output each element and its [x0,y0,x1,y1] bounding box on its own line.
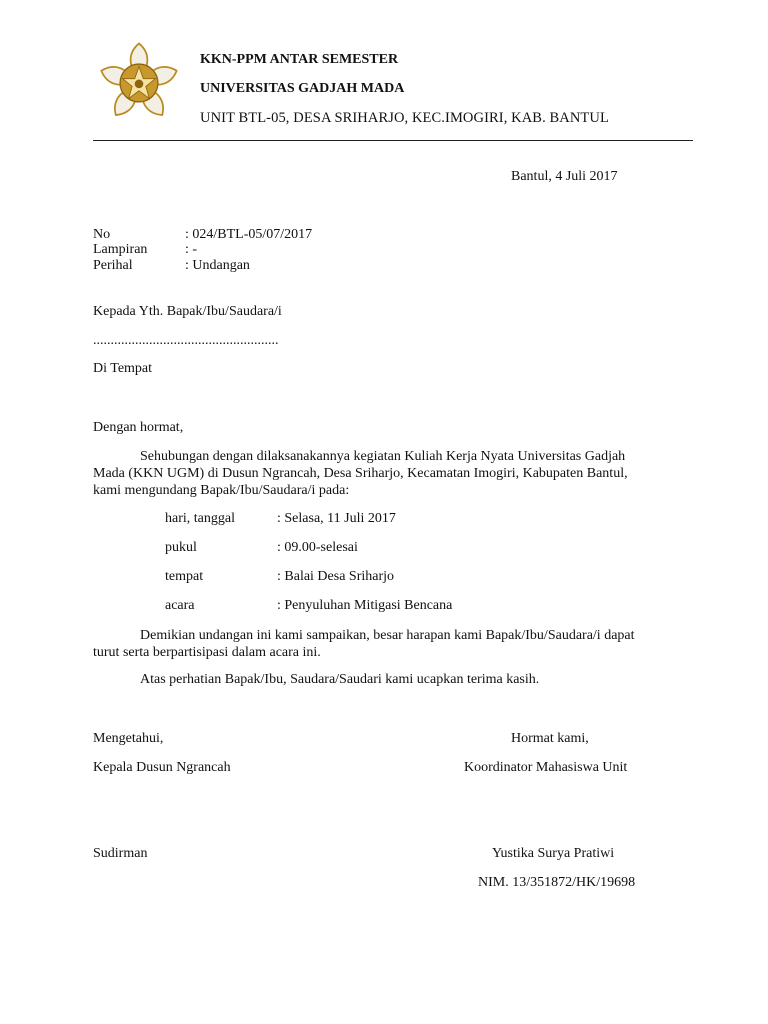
recipient-line-2: ..................................................... [93,333,279,348]
recipient-line-1: Kepada Yth. Bapak/Ibu/Saudara/i [93,304,282,319]
sign-right-line-2: Koordinator Mahasiswa Unit [464,760,628,775]
recipient-line-3: Di Tempat [93,361,153,376]
sign-left-name: Sudirman [93,846,148,861]
header-line-2: UNIVERSITAS GADJAH MADA [200,81,405,96]
detail-label-date: hari, tanggal [165,511,235,526]
intro-paragraph: Sehubungan dengan dilaksanakannya kegiatan Kuliah Kerja Nyata Universitas Gadjah Mada (KKN UGM) di Dusun Ngrancah, Desa Sriharjo, Kecamatan Imogiri, Kabupaten Bantul, kami mengundang Bapak/Ibu/Saudara/i pada: [93,449,628,498]
sign-left-line-1: Mengetahui, [93,731,164,746]
meta-label-no: No [93,227,111,242]
header-divider [93,140,693,141]
detail-value-date: : Selasa, 11 Juli 2017 [277,511,396,526]
greeting: Dengan hormat, [93,420,184,435]
meta-value-perihal: : Undangan [185,258,250,273]
ugm-seal-icon [96,40,182,126]
meta-value-no: : 024/BTL-05/07/2017 [185,227,313,242]
meta-label-perihal: Perihal [93,258,133,273]
detail-value-time: : 09.00-selesai [277,540,358,555]
detail-value-place: : Balai Desa Sriharjo [277,569,395,584]
sign-left-line-2: Kepala Dusun Ngrancah [93,760,231,775]
header-line-3: UNIT BTL-05, DESA SRIHARJO, KEC.IMOGIRI, KAB. BANTUL [200,110,609,126]
detail-label-time: pukul [165,540,197,555]
sign-right-line-1: Hormat kami, [511,731,589,746]
sign-right-id: NIM. 13/351872/HK/19698 [478,875,636,890]
detail-value-event: : Penyuluhan Mitigasi Bencana [277,598,453,613]
detail-label-place: tempat [165,569,204,584]
closing-paragraph-2: Atas perhatian Bapak/Ibu, Saudara/Saudari kami ucapkan terima kasih. [140,672,540,687]
sign-right-name: Yustika Surya Pratiwi [492,846,615,861]
meta-label-lampiran: Lampiran [93,242,148,257]
letter-date: Bantul, 4 Juli 2017 [511,169,618,184]
meta-value-lampiran: : - [185,242,198,257]
header-line-1: KKN-PPM ANTAR SEMESTER [200,52,399,67]
detail-label-event: acara [165,598,195,613]
closing-paragraph-1: Demikian undangan ini kami sampaikan, besar harapan kami Bapak/Ibu/Saudara/i dapat turut serta berpartisipasi dalam acara ini. [93,628,635,660]
